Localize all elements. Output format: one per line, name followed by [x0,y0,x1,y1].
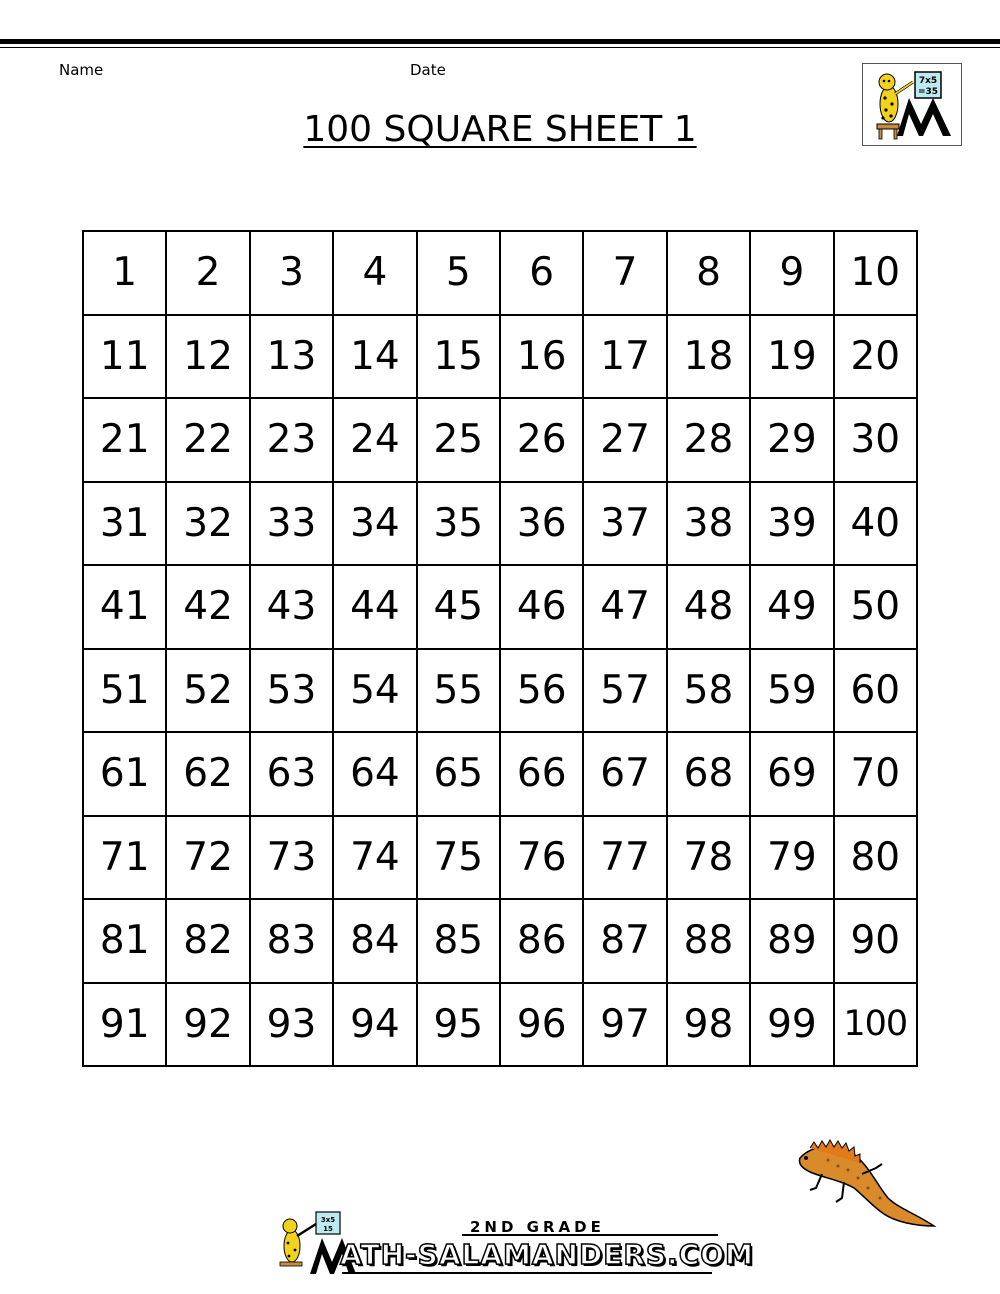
grid-cell: 76 [501,817,584,901]
grid-cell: 21 [84,399,167,483]
top-rule [0,39,1000,44]
grid-cell: 22 [167,399,250,483]
grid-cell: 68 [668,733,751,817]
grid-cell: 56 [501,650,584,734]
grid-cell: 23 [251,399,334,483]
grid-cell: 71 [84,817,167,901]
grid-cell: 49 [751,566,834,650]
grid-cell: 54 [334,650,417,734]
grid-cell: 2 [167,232,250,316]
grid-cell: 24 [334,399,417,483]
salamander-icon [792,1134,938,1230]
grid-cell: 43 [251,566,334,650]
grid-cell: 95 [418,984,501,1068]
grid-cell: 38 [668,483,751,567]
grid-cell: 100 [835,984,918,1068]
grid-cell: 74 [334,817,417,901]
grid-cell: 41 [84,566,167,650]
logo-board-line1: 7x5 [918,76,938,86]
grid-cell: 99 [751,984,834,1068]
grid-cell: 55 [418,650,501,734]
grid-cell: 10 [835,232,918,316]
grid-cell: 20 [835,316,918,400]
grid-cell: 5 [418,232,501,316]
grid-cell: 31 [84,483,167,567]
grid-cell: 64 [334,733,417,817]
grid-cell: 42 [167,566,250,650]
grid-cell: 26 [501,399,584,483]
grid-cell: 15 [418,316,501,400]
grid-cell: 44 [334,566,417,650]
grid-cell: 40 [835,483,918,567]
grid-cell: 52 [167,650,250,734]
grid-cell: 94 [334,984,417,1068]
grid-cell: 81 [84,900,167,984]
grid-cell: 14 [334,316,417,400]
grid-cell: 6 [501,232,584,316]
grid-cell: 92 [167,984,250,1068]
grid-cell: 8 [668,232,751,316]
grid-cell: 45 [418,566,501,650]
grid-cell: 50 [835,566,918,650]
grid-cell: 61 [84,733,167,817]
grid-cell: 72 [167,817,250,901]
grid-cell: 11 [84,316,167,400]
grid-cell: 30 [835,399,918,483]
grid-cell: 65 [418,733,501,817]
grid-cell: 86 [501,900,584,984]
grid-cell: 51 [84,650,167,734]
grid-cell: 13 [251,316,334,400]
grid-cell: 63 [251,733,334,817]
grid-cell: 29 [751,399,834,483]
footer-board-line2: 15 [323,1225,333,1233]
grid-cell: 57 [584,650,667,734]
grid-cell: 70 [835,733,918,817]
page-title [0,108,1000,152]
grid-cell: 80 [835,817,918,901]
grid-cell: 69 [751,733,834,817]
grid-cell: 35 [418,483,501,567]
grid-cell: 18 [668,316,751,400]
grid-cell: 3 [251,232,334,316]
hundred-square-grid [82,230,918,1067]
grid-cell: 67 [584,733,667,817]
grid-cell: 33 [251,483,334,567]
grid-cell: 16 [501,316,584,400]
grid-cell: 46 [501,566,584,650]
grid-cell: 82 [167,900,250,984]
footer-site-name: ATH-SALAMANDERS.COM [340,1238,754,1271]
grid-cell: 12 [167,316,250,400]
grid-cell: 66 [501,733,584,817]
grid-cell: 62 [167,733,250,817]
grid-cell: 25 [418,399,501,483]
grid-cell: 48 [668,566,751,650]
footer-board-line1: 3x5 [320,1216,336,1224]
grid-cell: 87 [584,900,667,984]
leopard-teacher-icon [863,64,961,145]
grid-cell: 88 [668,900,751,984]
grid-cell: 59 [751,650,834,734]
grid-cell: 4 [334,232,417,316]
grid-cell: 58 [668,650,751,734]
grid-cell: 17 [584,316,667,400]
grid-cell: 89 [751,900,834,984]
grid-cell: 9 [751,232,834,316]
grid-cell: 90 [835,900,918,984]
grid-cell: 37 [584,483,667,567]
grid-cell: 83 [251,900,334,984]
grid-cell: 79 [751,817,834,901]
grid-cell: 28 [668,399,751,483]
grid-cell: 7 [584,232,667,316]
grid-cell: 97 [584,984,667,1068]
site-logo [862,63,962,146]
grid-cell: 77 [584,817,667,901]
grid-cell: 39 [751,483,834,567]
grid-cell: 93 [251,984,334,1068]
footer-grade: 2ND GRADE [470,1218,605,1236]
grid-cell: 78 [668,817,751,901]
logo-board-line2: =35 [917,87,939,97]
grid-cell: 73 [251,817,334,901]
grid-cell: 34 [334,483,417,567]
grid-cell: 1 [84,232,167,316]
page-title-text: 100 SQUARE SHEET 1 [303,109,697,150]
grid-cell: 27 [584,399,667,483]
grid-cell: 91 [84,984,167,1068]
name-label: Name [59,61,104,79]
grid-cell: 85 [418,900,501,984]
grid-cell: 19 [751,316,834,400]
grid-cell: 60 [835,650,918,734]
grid-cell: 84 [334,900,417,984]
grid-cell: 75 [418,817,501,901]
date-label: Date [410,61,446,79]
top-rule-thin [0,47,1000,48]
grid-cell: 98 [668,984,751,1068]
grid-cell: 36 [501,483,584,567]
grid-cell: 32 [167,483,250,567]
grid-cell: 53 [251,650,334,734]
grid-cell: 96 [501,984,584,1068]
grid-cell: 47 [584,566,667,650]
